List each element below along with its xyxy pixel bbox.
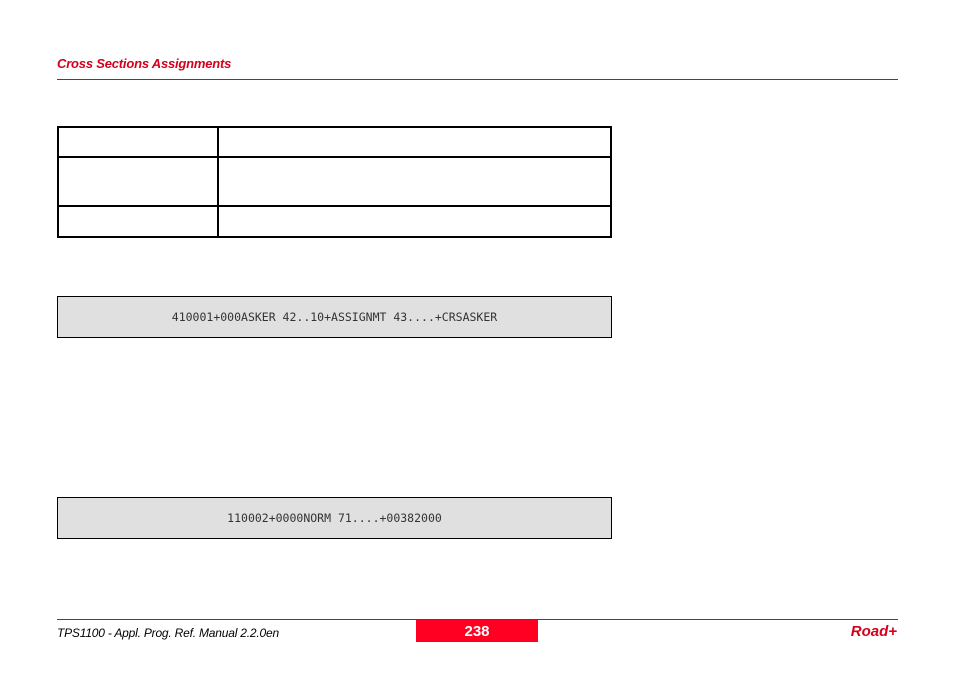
code-example-box: 110002+0000NORM 71....+00382000: [57, 497, 612, 539]
definition-table: [57, 126, 612, 238]
page-number: 238: [416, 620, 538, 642]
manual-title: TPS1100 - Appl. Prog. Ref. Manual 2.2.0en: [57, 626, 279, 640]
table-cell: [58, 206, 218, 237]
table-cell: [218, 127, 611, 157]
code-example-box: 410001+000ASKER 42..10+ASSIGNMT 43....+CRSASKER: [57, 296, 612, 338]
table-row: [58, 157, 611, 206]
table-cell: [218, 157, 611, 206]
section-name: Road+: [850, 623, 897, 640]
header-rule: [57, 79, 898, 80]
table-row: [58, 127, 611, 157]
page-title: Cross Sections Assignments: [57, 56, 232, 71]
table-cell: [58, 127, 218, 157]
table-cell: [58, 157, 218, 206]
table-row: [58, 206, 611, 237]
table-cell: [218, 206, 611, 237]
